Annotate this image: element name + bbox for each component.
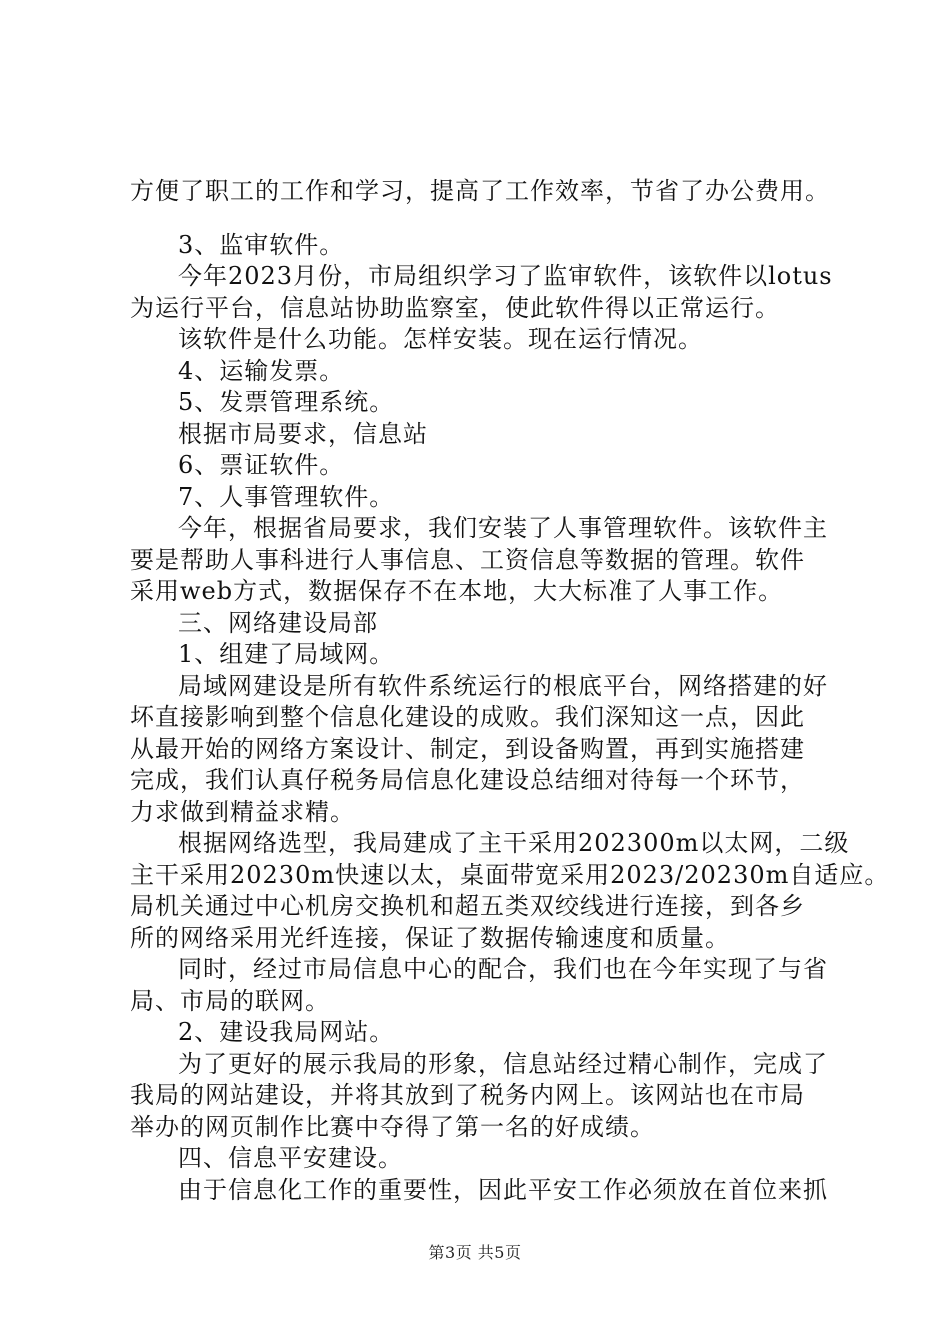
text-line: 力求做到精益求精。 <box>130 797 355 826</box>
text-line: 同时，经过市局信息中心的配合，我们也在今年实现了与省 <box>178 955 828 983</box>
text-line: 要是帮助人事科进行人事信息、工资信息等数据的管理。软件 <box>130 545 805 574</box>
section-heading: 7、人事管理软件。 <box>178 482 395 511</box>
text-line: 由于信息化工作的重要性，因此平安工作必须放在首位来抓 <box>178 1175 828 1204</box>
document-body <box>130 176 890 1206</box>
section-heading: 4、运输发票。 <box>178 356 345 385</box>
text-line: 方便了职工的工作和学习，提高了工作效率，节省了办公费用。 <box>130 177 830 205</box>
section-heading: 三、网络建设局部 <box>178 608 378 637</box>
section-heading: 6、票证软件。 <box>178 451 345 479</box>
text-line: 从最开始的网络方案设计、制定，到设备购置，再到实施搭建 <box>130 734 805 763</box>
text-line: 我局的网站建设，并将其放到了税务内网上。该网站也在市局 <box>130 1081 805 1109</box>
text-line: 为了更好的展示我局的形象，信息站经过精心制作，完成了 <box>178 1049 828 1078</box>
page-number: 第3页 共5页 <box>428 1243 522 1262</box>
text-line: 今年2023月份，市局组织学习了监审软件，该软件以lotus <box>178 262 833 290</box>
text-line: 根据市局要求，信息站 <box>178 419 428 448</box>
text-line: 采用web方式，数据保存不在本地，大大标准了人事工作。 <box>130 577 784 605</box>
text-line: 举办的网页制作比赛中夺得了第一名的好成绩。 <box>130 1112 655 1141</box>
text-line: 根据网络选型，我局建成了主干采用202300m以太网，二级 <box>178 829 850 857</box>
text-line: 主干采用20230m快速以太，桌面带宽采用2023/20230m自适应。 <box>130 860 890 889</box>
section-heading: 3、监审软件。 <box>178 230 345 259</box>
text-line: 完成，我们认真仔税务局信息化建设总结细对待每一个环节， <box>130 766 805 794</box>
section-heading: 1、组建了局域网。 <box>178 640 395 668</box>
section-heading: 四、信息平安建设。 <box>178 1144 403 1172</box>
text-line: 该软件是什么功能。怎样安装。现在运行情况。 <box>178 325 703 353</box>
text-line: 所的网络采用光纤连接，保证了数据传输速度和质量。 <box>130 923 730 952</box>
section-heading: 5、发票管理系统。 <box>178 388 395 416</box>
text-line: 局域网建设是所有软件系统运行的根底平台，网络搭建的好 <box>178 671 828 700</box>
text-line: 局机关通过中心机房交换机和超五类双绞线进行连接，到各乡 <box>130 892 805 920</box>
text-line: 坏直接影响到整个信息化建设的成败。我们深知这一点，因此 <box>130 703 805 731</box>
text-line: 为运行平台，信息站协助监察室，使此软件得以正常运行。 <box>130 293 780 322</box>
text-line: 局、市局的联网。 <box>130 986 330 1015</box>
section-heading: 2、建设我局网站。 <box>178 1018 395 1046</box>
text-line: 今年，根据省局要求，我们安装了人事管理软件。该软件主 <box>178 514 828 542</box>
paragraph-gap <box>130 208 855 230</box>
